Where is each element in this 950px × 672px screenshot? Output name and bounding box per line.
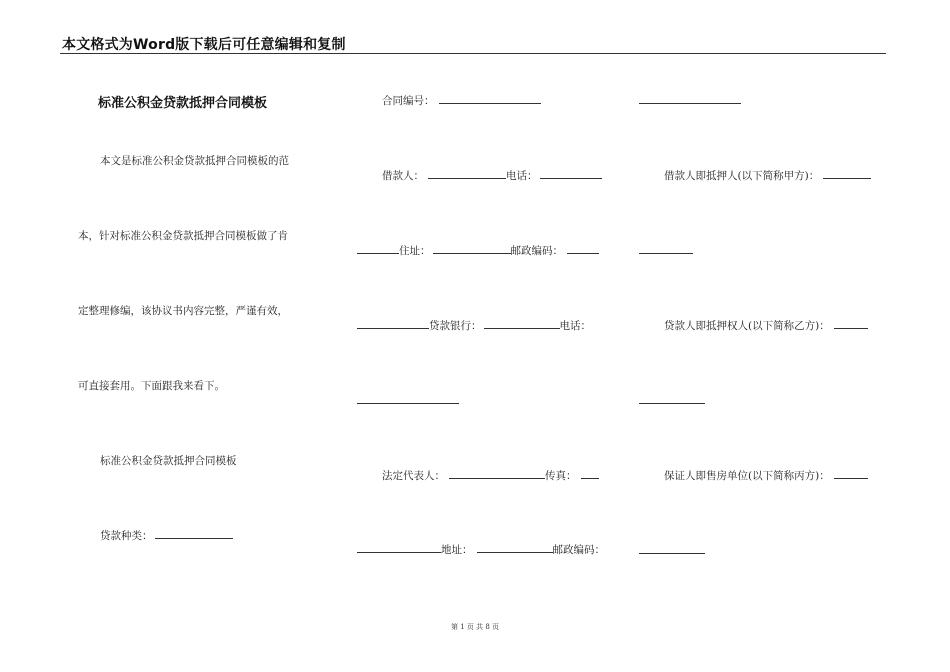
lender-lead-blank: [357, 318, 429, 329]
party-c-label: 保证人即售房单位(以下简称丙方)：: [664, 470, 830, 482]
party-b-row: [664, 318, 868, 333]
lender-bank-label: 贷款银行：: [429, 320, 482, 332]
address2-blank: [477, 542, 553, 553]
address-row: [357, 243, 599, 258]
address2-label: 地址：: [441, 544, 473, 556]
fax-blank: [581, 468, 599, 479]
party-b-continuation-blank: [639, 403, 705, 404]
intro-line-3: 定整理修编，该协议书内容完整，严谨有效，: [78, 305, 288, 317]
legal-rep-blank: [449, 468, 545, 479]
lender-bank-blank: [484, 318, 560, 329]
intro-line-4: 可直接套用。下面跟我来看下。: [78, 380, 225, 392]
lender-phone-label: 电话：: [559, 320, 591, 332]
party-c-row: [664, 468, 868, 483]
party-c-continuation-blank: [639, 553, 705, 554]
loan-type-field: [100, 528, 233, 543]
page-number: 第 1 页 共 8 页: [450, 623, 500, 631]
fax-label: 传真：: [545, 470, 577, 482]
section-subtitle: 标准公积金贷款抵押合同模板: [100, 455, 237, 467]
party-a-continuation-blank: [639, 253, 693, 254]
address-blank: [433, 243, 511, 254]
borrower-phone-blank: [540, 168, 602, 179]
header-divider: [60, 53, 886, 54]
document-header: 本文格式为Word版下载后可任意编辑和复制: [62, 37, 346, 53]
legal-rep-row: [382, 468, 599, 483]
contract-no-blank: [439, 93, 541, 104]
loan-type-blank: [155, 528, 233, 539]
party-a-blank: [823, 168, 871, 179]
lender-row: [357, 318, 591, 333]
borrower-label: 借款人：: [382, 170, 424, 182]
party-b-blank: [834, 318, 868, 329]
postcode-blank: [567, 243, 599, 254]
borrower-row: [382, 168, 602, 183]
legal-rep-label: 法定代表人：: [382, 470, 445, 482]
document-title: 标准公积金贷款抵押合同模板: [98, 96, 268, 111]
intro-line-2: 本，针对标准公积金贷款抵押合同模板做了肯: [78, 230, 288, 242]
address-label: 住址：: [399, 245, 431, 257]
postcode-label: 邮政编码：: [510, 245, 563, 257]
loan-type-label: 贷款种类：: [100, 530, 153, 542]
intro-line-1: 本文是标准公积金贷款抵押合同模板的范: [100, 155, 289, 167]
party-b-label: 贷款人即抵押权人(以下简称乙方)：: [664, 320, 830, 332]
party-c-blank: [834, 468, 868, 479]
address-lead-blank: [357, 243, 399, 254]
continuation-blank-1: [357, 403, 459, 404]
contract-no-continuation-blank: [639, 103, 741, 104]
postcode2-label: 邮政编码：: [552, 544, 605, 556]
contract-no-field: [382, 93, 541, 108]
address2-lead-blank: [357, 542, 441, 553]
borrower-blank: [428, 168, 506, 179]
address2-row: [357, 542, 605, 557]
party-a-row: [664, 168, 871, 183]
party-a-label: 借款人即抵押人(以下简称甲方)：: [664, 170, 820, 182]
borrower-phone-label: 电话：: [506, 170, 538, 182]
contract-no-label: 合同编号：: [382, 95, 435, 107]
